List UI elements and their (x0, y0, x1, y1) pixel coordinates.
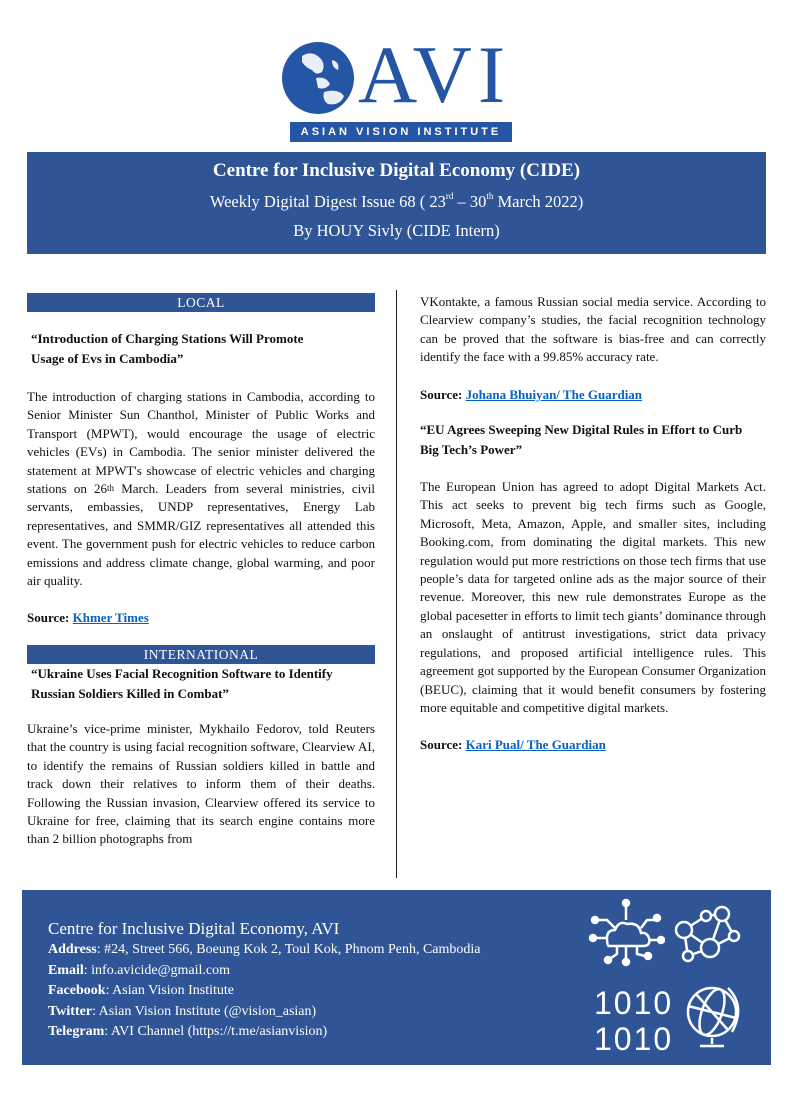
source-link[interactable]: Johana Bhuiyan/ The Guardian (465, 386, 643, 402)
article-headline: “Ukraine Uses Facial Recognition Software to Identify Russian Soldiers Killed in Combat” (31, 665, 333, 701)
logo-wordmark: AVI (358, 29, 512, 120)
binary-icon: 1010 1010 (594, 985, 674, 1057)
people-network-icon (670, 898, 748, 968)
globe-stand-icon (676, 980, 754, 1050)
footer-address: Address: #24, Street 566, Boeung Kok 2, Toul Kok, Phnom Penh, Cambodia (48, 942, 481, 957)
avi-logo (280, 29, 520, 144)
header-banner (27, 152, 766, 254)
footer-org: Centre for Inclusive Digital Economy, AVI (48, 919, 340, 938)
footer-twitter: Twitter: Asian Vision Institute (@vision_asian) (48, 1003, 317, 1019)
logo-subtitle: ASIAN VISION INSTITUTE (290, 122, 512, 142)
source-line: Source: Khmer Times (27, 610, 149, 626)
article-body: The European Union has agreed to adopt Digital Markets Act. This act seeks to prevent big tech firms such as Google, Microsoft, Meta, Amazon, Apple, and smaller sites, including Booking.com, from dominating the digital markets. This new regulation would put more restrictions on those tech firms that use people’s data for targeted online ads as the major source of their revenue. Moreover, this new rule demonstrates Europe as the global pacesetter in efforts to limit tech giants’ dominance through an onslaught of antitrust investigations, strict data privacy regulations, and proposed artificial intelligence rules. This agreement got supported by the European Consumer Organization (BEUC), claiming that it would benefit consumers by fostering more equitable and competitive digital markets. (420, 479, 766, 715)
left-column (27, 293, 375, 849)
footer-email: Email: info.avicide@gmail.com (48, 962, 231, 978)
footer-telegram: Telegram: AVI Channel (https://t.me/asianvision) (48, 1024, 328, 1039)
section-international: INTERNATIONAL (27, 645, 375, 664)
footer (22, 890, 771, 1065)
article-body: The introduction of charging stations in Cambodia, according to Senior Minister Sun Chanthol, Minister of Public Works and Transport (MPWT), would encourage the usage of electric vehicles (EVs) in Cambodia. The senior minister delivered the statement at MPWT's showcase of electric vehicles and charging stations on 26th March. Leaders from several ministries, civil servants, embassies, UNDP representatives, Energy Lab representatives, and SMMR/GIZ representatives all attended this event. The government push for electric vehicles to reduce carbon emissions and address climate change, global warming, and poor air quality. (27, 389, 375, 589)
article-headline: “EU Agrees Sweeping New Digital Rules in Effort to Curb Big Tech’s Power” (420, 422, 743, 458)
column-divider (396, 290, 397, 878)
byline: By HOUY Sivly (CIDE Intern) (293, 221, 500, 240)
section-local: LOCAL (27, 293, 375, 312)
source-link[interactable]: Kari Pual/ The Guardian (465, 737, 606, 753)
issue-line: Weekly Digital Digest Issue 68 ( 23rd – 30th March 2022) (209, 191, 584, 211)
right-column (420, 293, 766, 755)
article-headline: “Introduction of Charging Stations Will Promote Usage of Evs in Cambodia” (31, 331, 304, 366)
source-line: Source: Johana Bhuiyan/ The Guardian (420, 386, 643, 402)
footer-facebook: Facebook: Asian Vision Institute (48, 983, 234, 998)
article-body: Ukraine’s vice-prime minister, Mykhailo Fedorov, told Reuters that the country is using facial recognition software, Clearview AI, to identify the remains of Russian soldiers killed in battle and track down their relatives to inform them of their deaths. Following the Russian invasion, Clearview offered its service to Ukraine for free, claiming that its search engine contains more than 2 billion photographs from (27, 720, 375, 847)
source-link[interactable]: Khmer Times (72, 610, 149, 626)
globe-icon (282, 42, 354, 114)
digest-title: Centre for Inclusive Digital Economy (CIDE) (212, 160, 581, 181)
cloud-network-icon (587, 898, 665, 968)
source-line: Source: Kari Pual/ The Guardian (420, 737, 606, 753)
article-body-continued: VKontakte, a famous Russian social media service. According to Clearview company’s studies, the facial recognition technology can be proved that the software is bias-free and can correctly identify the face with a 99.85% accuracy rate. (420, 294, 766, 365)
